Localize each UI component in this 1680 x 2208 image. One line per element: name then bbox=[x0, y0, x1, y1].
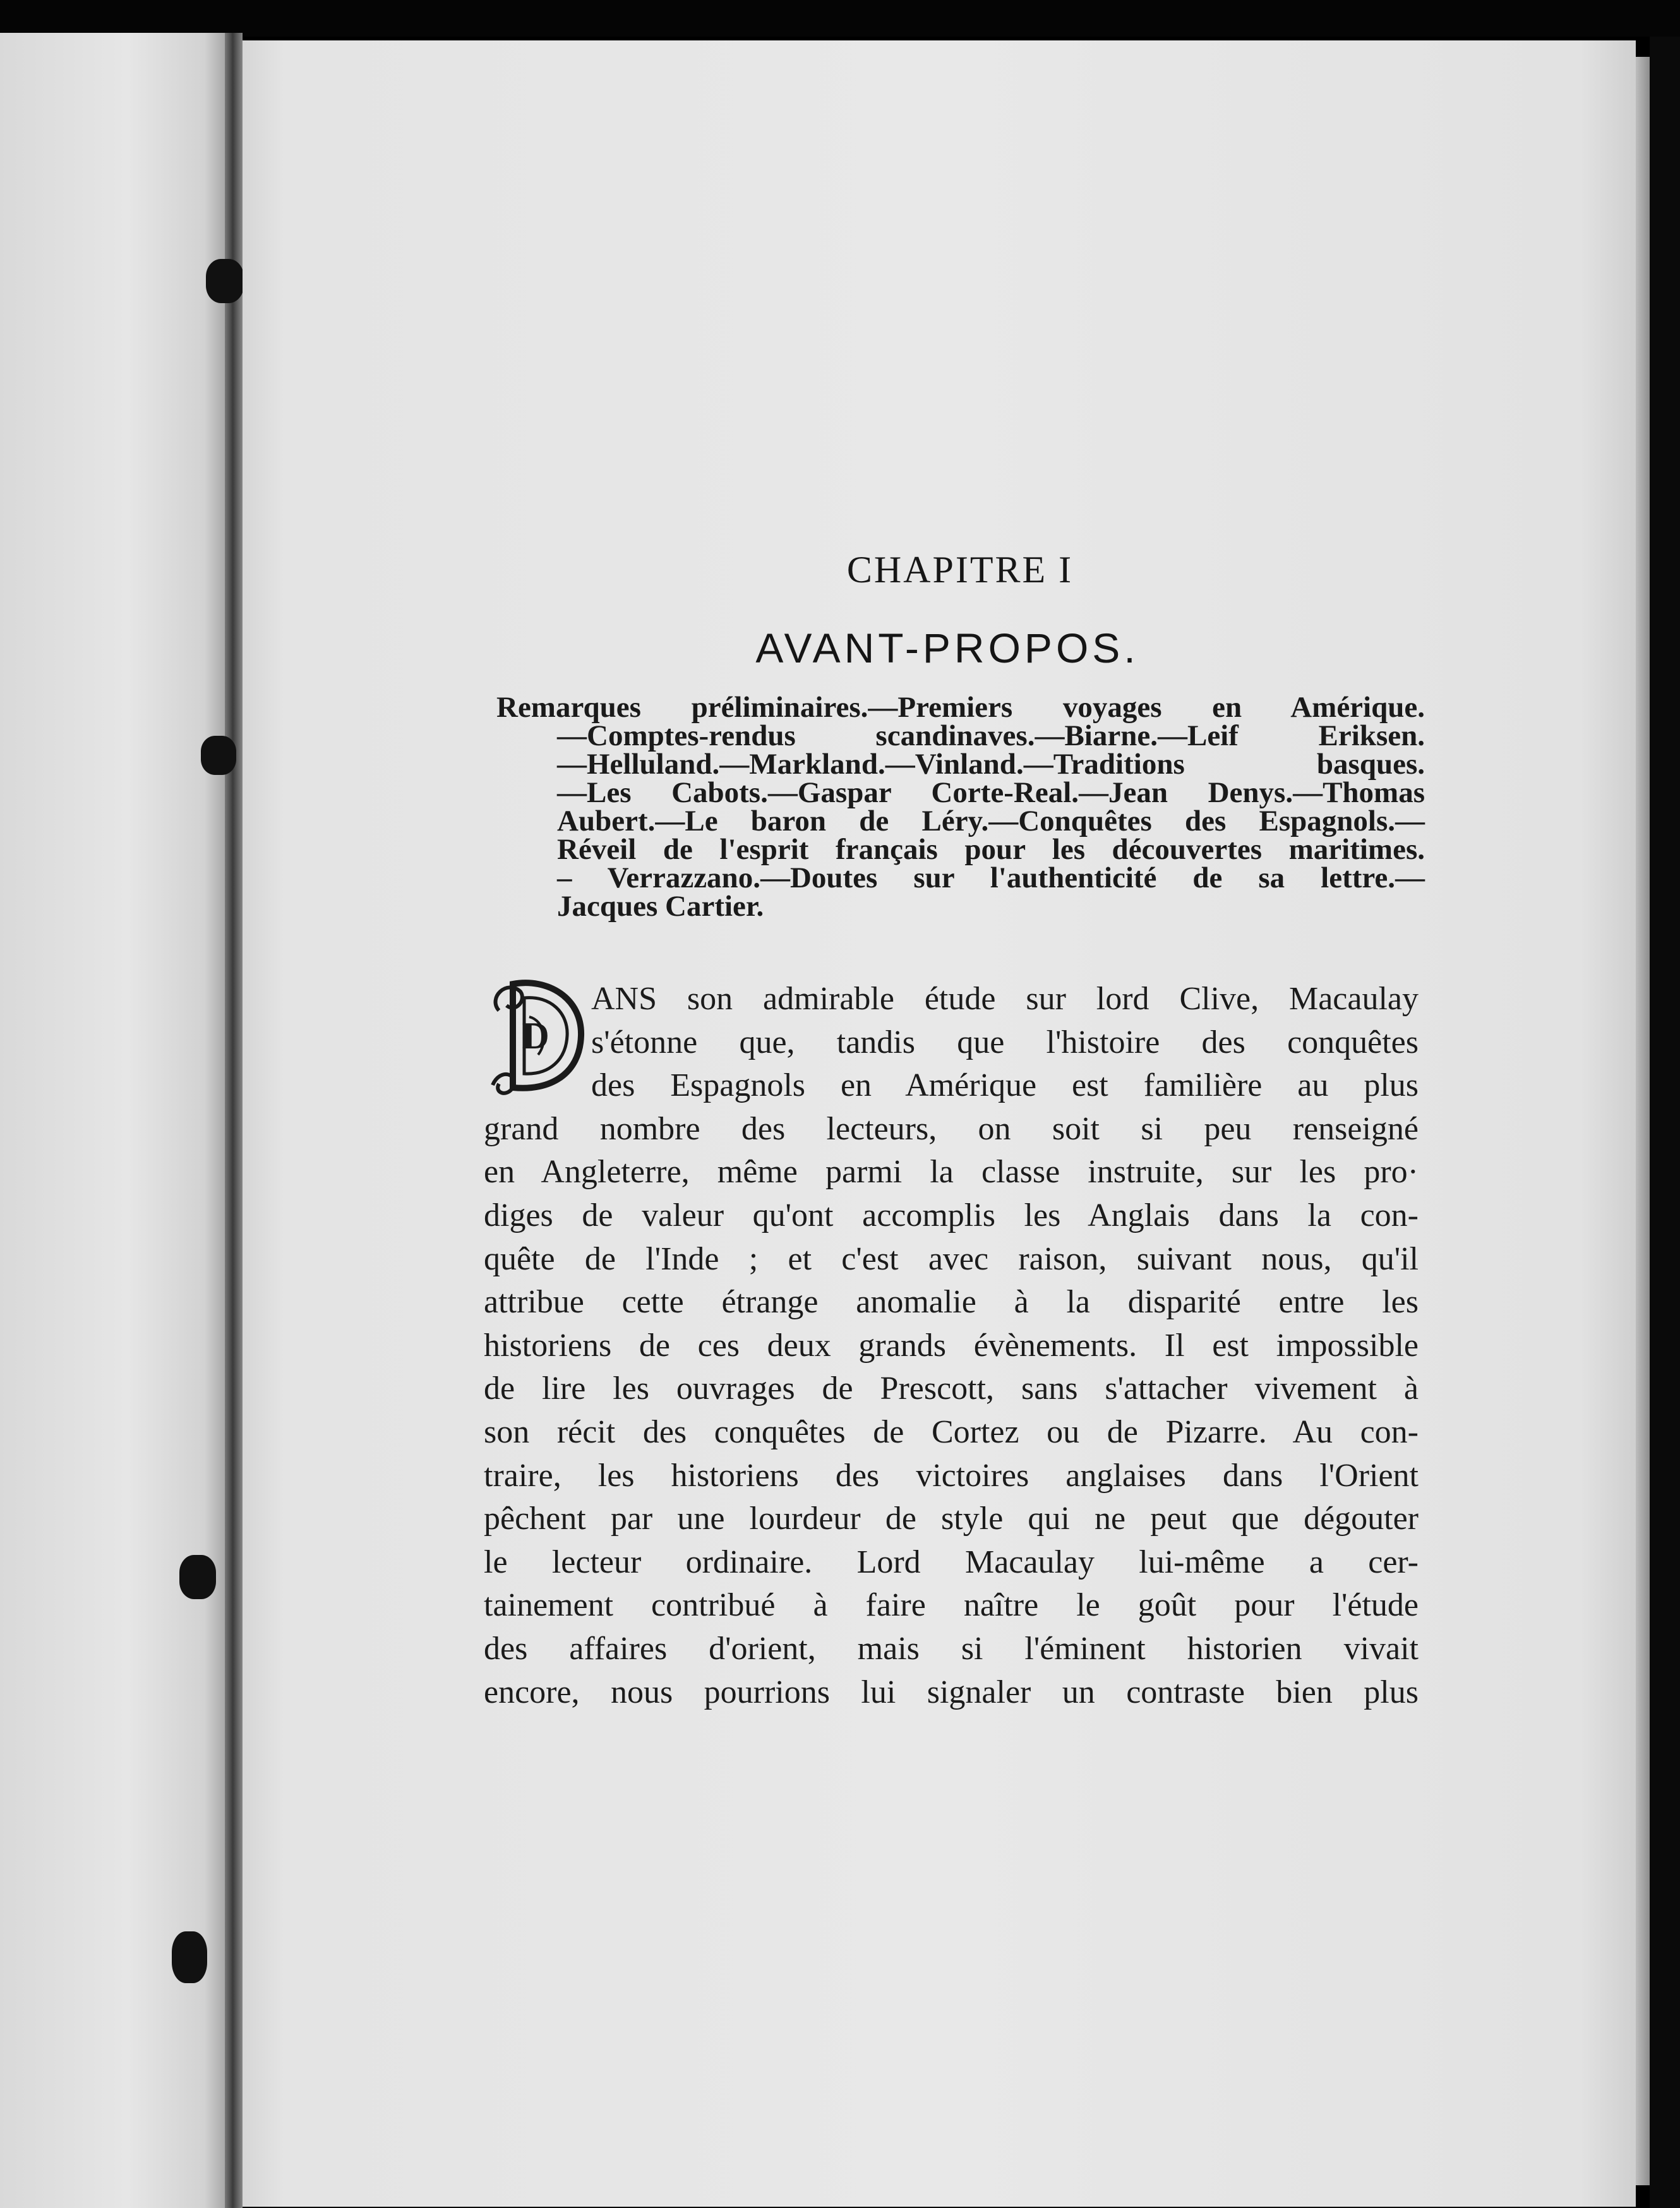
binding-stitch bbox=[172, 1931, 207, 1983]
body-line: de lire les ouvrages de Prescott, sans s'attacher vivement à bbox=[484, 1371, 1419, 1407]
body-line: diges de valeur qu'ont accomplis les Anglais dans la con- bbox=[484, 1197, 1419, 1233]
left-page-edge bbox=[0, 33, 232, 2208]
body-line: historiens de ces deux grands évènements. Il est impossible bbox=[484, 1327, 1419, 1364]
summary-line: Réveil de l'esprit français pour les découvertes maritimes. bbox=[557, 833, 1425, 866]
body-line: attribue cette étrange anomalie à la disparité entre les bbox=[484, 1284, 1419, 1321]
chapter-summary bbox=[496, 693, 1425, 921]
chapter-heading: CHAPITRE I bbox=[846, 549, 1074, 591]
body-line: traire, les historiens des victoires anglaises dans l'Orient bbox=[484, 1457, 1419, 1494]
body-line: quête de l'Inde ; et c'est avec raison, suivant nous, qu'il bbox=[484, 1240, 1419, 1277]
body-line: des Espagnols en Amérique est familière au plus bbox=[591, 1067, 1419, 1104]
body-line: ANS son admirable étude sur lord Clive, Macaulay bbox=[591, 981, 1419, 1017]
body-text bbox=[484, 978, 1419, 1714]
binding-stitch bbox=[201, 736, 236, 775]
body-line: tainement contribué à faire naître le goût pour l'étude bbox=[484, 1587, 1419, 1624]
body-line: en Angleterre, même parmi la classe instruite, sur les pro· bbox=[484, 1154, 1419, 1191]
body-line: des affaires d'orient, mais si l'éminent historien vivait bbox=[484, 1630, 1419, 1667]
summary-line: —Comptes-rendus scandinaves.—Biarne.—Leif Eriksen. bbox=[557, 719, 1425, 752]
chapter-title: AVANT-PROPOS. bbox=[755, 625, 1139, 671]
page-edge-shadow bbox=[1636, 57, 1650, 2185]
summary-line: Jacques Cartier. bbox=[557, 890, 764, 923]
dropcap-letter: D bbox=[522, 1015, 549, 1057]
summary-line: – Verrazzano.—Doutes sur l'authenticité de sa lettre.— bbox=[557, 861, 1425, 894]
book-binding bbox=[225, 33, 243, 2208]
summary-line: —Les Cabots.—Gaspar Corte-Real.—Jean Denys.—Thomas bbox=[557, 776, 1425, 809]
summary-line: —Helluland.—Markland.—Vinland.—Traditions basques. bbox=[557, 748, 1425, 781]
scan-border-right bbox=[1650, 37, 1680, 2208]
summary-line: Aubert.—Le baron de Léry.—Conquêtes des Espagnols.— bbox=[557, 805, 1425, 837]
binding-stitch bbox=[206, 259, 244, 303]
summary-line: Remarques préliminaires.—Premiers voyages en Amérique. bbox=[496, 691, 1425, 724]
binding-stitch bbox=[179, 1555, 216, 1599]
body-line: son récit des conquêtes de Cortez ou de Pizarre. Au con- bbox=[484, 1413, 1419, 1450]
body-line: le lecteur ordinaire. Lord Macaulay lui-même a cer- bbox=[484, 1544, 1419, 1580]
body-line: pêchent par une lourdeur de style qui ne peut que dégouter bbox=[484, 1501, 1419, 1537]
scan-border-top bbox=[0, 0, 1680, 37]
body-line: grand nombre des lecteurs, on soit si peu renseigné bbox=[484, 1110, 1419, 1147]
body-line: encore, nous pourrions lui signaler un contraste bien plus bbox=[484, 1674, 1419, 1710]
body-line: s'étonne que, tandis que l'histoire des conquêtes bbox=[591, 1024, 1419, 1060]
